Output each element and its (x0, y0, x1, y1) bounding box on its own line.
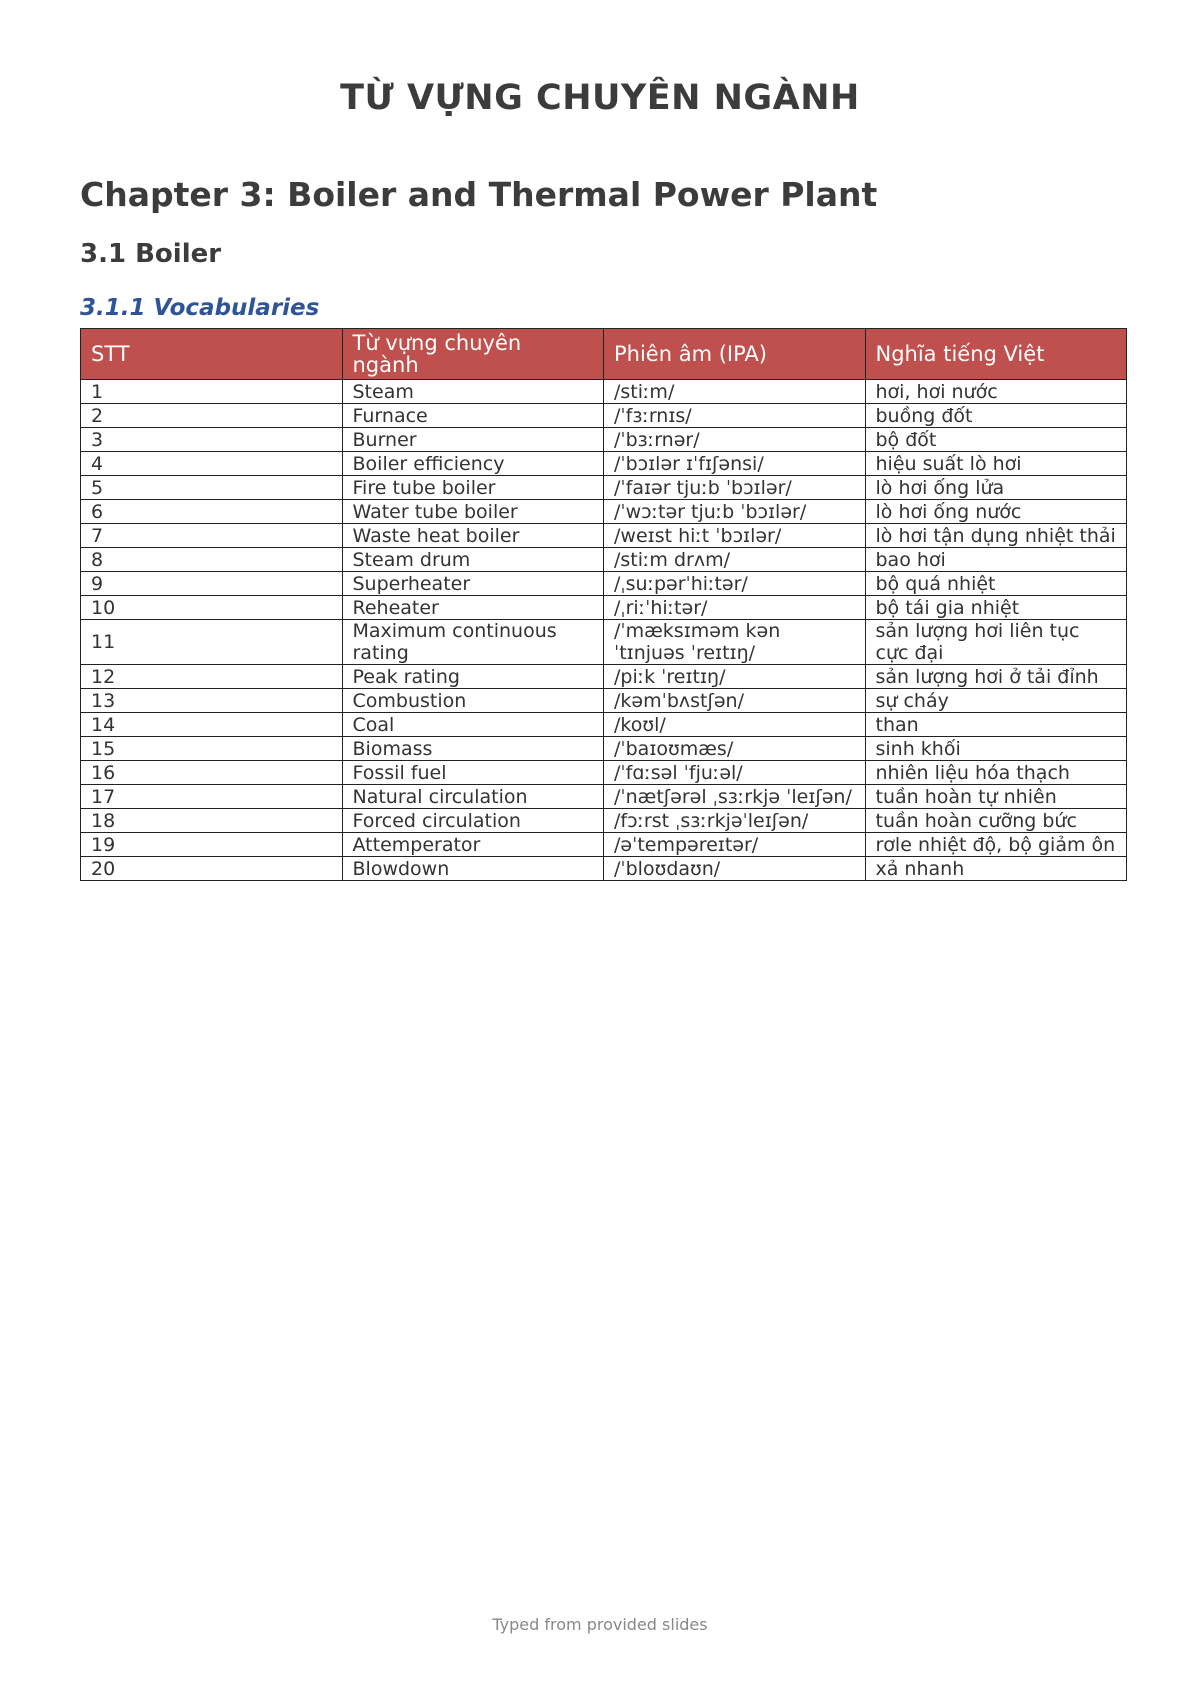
table-row (81, 833, 1127, 857)
ipa-cell: /ˌriːˈhiːtər/ (604, 596, 866, 620)
table-row (81, 713, 1127, 737)
table-row (81, 500, 1127, 524)
ipa-cell: /ˌsuːpərˈhiːtər/ (604, 572, 866, 596)
row-number: 4 (81, 452, 343, 476)
ipa-cell: /ˈwɔːtər tjuːb ˈbɔɪlər/ (604, 500, 866, 524)
row-number: 11 (81, 620, 343, 665)
term-cell: Natural circulation (342, 785, 604, 809)
row-number: 13 (81, 689, 343, 713)
row-number: 3 (81, 428, 343, 452)
meaning-cell: bộ tái gia nhiệt (865, 596, 1127, 620)
meaning-cell: nhiên liệu hóa thạch (865, 761, 1127, 785)
row-number: 19 (81, 833, 343, 857)
term-cell: Boiler efficiency (342, 452, 604, 476)
row-number: 5 (81, 476, 343, 500)
ipa-cell: /weɪst hiːt ˈbɔɪlər/ (604, 524, 866, 548)
term-cell: Biomass (342, 737, 604, 761)
row-number: 6 (81, 500, 343, 524)
term-cell: Attemperator (342, 833, 604, 857)
term-cell: Steam (342, 380, 604, 404)
table-row (81, 380, 1127, 404)
row-number: 2 (81, 404, 343, 428)
table-row (81, 548, 1127, 572)
meaning-cell: lò hơi ống nước (865, 500, 1127, 524)
term-cell: Blowdown (342, 857, 604, 881)
row-number: 14 (81, 713, 343, 737)
meaning-cell: sự cháy (865, 689, 1127, 713)
term-cell: Peak rating (342, 665, 604, 689)
ipa-cell: /ˈfɑːsəl ˈfjuːəl/ (604, 761, 866, 785)
meaning-cell: bộ đốt (865, 428, 1127, 452)
header-meaning: Nghĩa tiếng Việt (865, 329, 1127, 380)
meaning-cell: hơi, hơi nước (865, 380, 1127, 404)
ipa-cell: /ˈbɜːrnər/ (604, 428, 866, 452)
ipa-cell: /kəmˈbʌstʃən/ (604, 689, 866, 713)
table-row (81, 572, 1127, 596)
term-cell: Reheater (342, 596, 604, 620)
table-row (81, 620, 1127, 665)
table-header-row (81, 329, 1127, 380)
row-number: 10 (81, 596, 343, 620)
chapter-heading: Chapter 3: Boiler and Thermal Power Plant (80, 175, 878, 214)
ipa-cell: /stiːm drʌm/ (604, 548, 866, 572)
vocabulary-table (80, 328, 1127, 881)
row-number: 17 (81, 785, 343, 809)
table-row (81, 689, 1127, 713)
header-term: Từ vựng chuyên ngành (342, 329, 604, 380)
row-number: 8 (81, 548, 343, 572)
meaning-cell: lò hơi tận dụng nhiệt thải (865, 524, 1127, 548)
ipa-cell: /ˈbloʊdaʊn/ (604, 857, 866, 881)
row-number: 16 (81, 761, 343, 785)
ipa-cell: /piːk ˈreɪtɪŋ/ (604, 665, 866, 689)
table-row (81, 761, 1127, 785)
term-cell: Burner (342, 428, 604, 452)
meaning-cell: sinh khối (865, 737, 1127, 761)
footer-note: Typed from provided slides (492, 1615, 708, 1634)
ipa-cell: /ˈbaɪoʊmæs/ (604, 737, 866, 761)
row-number: 1 (81, 380, 343, 404)
term-cell: Superheater (342, 572, 604, 596)
meaning-cell: lò hơi ống lửa (865, 476, 1127, 500)
ipa-cell: /koʊl/ (604, 713, 866, 737)
table-row (81, 785, 1127, 809)
ipa-cell: /ˈfɜːrnɪs/ (604, 404, 866, 428)
table-row (81, 596, 1127, 620)
meaning-cell: buồng đốt (865, 404, 1127, 428)
meaning-cell: rơle nhiệt độ, bộ giảm ôn (865, 833, 1127, 857)
meaning-cell: sản lượng hơi liên tục cực đại (865, 620, 1127, 665)
row-number: 18 (81, 809, 343, 833)
table-row (81, 809, 1127, 833)
table-row (81, 857, 1127, 881)
table-row (81, 665, 1127, 689)
term-cell: Furnace (342, 404, 604, 428)
meaning-cell: bao hơi (865, 548, 1127, 572)
meaning-cell: than (865, 713, 1127, 737)
row-number: 12 (81, 665, 343, 689)
term-cell: Fire tube boiler (342, 476, 604, 500)
document-title: TỪ VỰNG CHUYÊN NGÀNH (340, 78, 860, 118)
ipa-cell: /ˈnætʃərəl ˌsɜːrkjə ˈleɪʃən/ (604, 785, 866, 809)
term-cell: Combustion (342, 689, 604, 713)
table-row (81, 404, 1127, 428)
row-number: 20 (81, 857, 343, 881)
table-body (81, 380, 1127, 881)
header-stt: STT (81, 329, 343, 380)
table-row (81, 428, 1127, 452)
term-cell: Forced circulation (342, 809, 604, 833)
table-row (81, 524, 1127, 548)
term-cell: Waste heat boiler (342, 524, 604, 548)
term-cell: Fossil fuel (342, 761, 604, 785)
ipa-cell: /ˈbɔɪlər ɪˈfɪʃənsi/ (604, 452, 866, 476)
meaning-cell: sản lượng hơi ở tải đỉnh (865, 665, 1127, 689)
meaning-cell: bộ quá nhiệt (865, 572, 1127, 596)
term-cell: Water tube boiler (342, 500, 604, 524)
table-row (81, 476, 1127, 500)
row-number: 15 (81, 737, 343, 761)
table-row (81, 452, 1127, 476)
ipa-cell: /fɔːrst ˌsɜːrkjəˈleɪʃən/ (604, 809, 866, 833)
meaning-cell: hiệu suất lò hơi (865, 452, 1127, 476)
row-number: 7 (81, 524, 343, 548)
meaning-cell: tuần hoàn tự nhiên (865, 785, 1127, 809)
ipa-cell: /ˈmæksɪməm kən ˈtɪnjuəs ˈreɪtɪŋ/ (604, 620, 866, 665)
meaning-cell: xả nhanh (865, 857, 1127, 881)
table-row (81, 737, 1127, 761)
header-ipa: Phiên âm (IPA) (604, 329, 866, 380)
ipa-cell: /ˈfaɪər tjuːb ˈbɔɪlər/ (604, 476, 866, 500)
term-cell: Maximum continuous rating (342, 620, 604, 665)
ipa-cell: /əˈtempəreɪtər/ (604, 833, 866, 857)
row-number: 9 (81, 572, 343, 596)
subsection-heading: 3.1.1 Vocabularies (80, 295, 320, 321)
term-cell: Steam drum (342, 548, 604, 572)
section-heading: 3.1 Boiler (80, 239, 222, 269)
ipa-cell: /stiːm/ (604, 380, 866, 404)
meaning-cell: tuần hoàn cưỡng bức (865, 809, 1127, 833)
term-cell: Coal (342, 713, 604, 737)
